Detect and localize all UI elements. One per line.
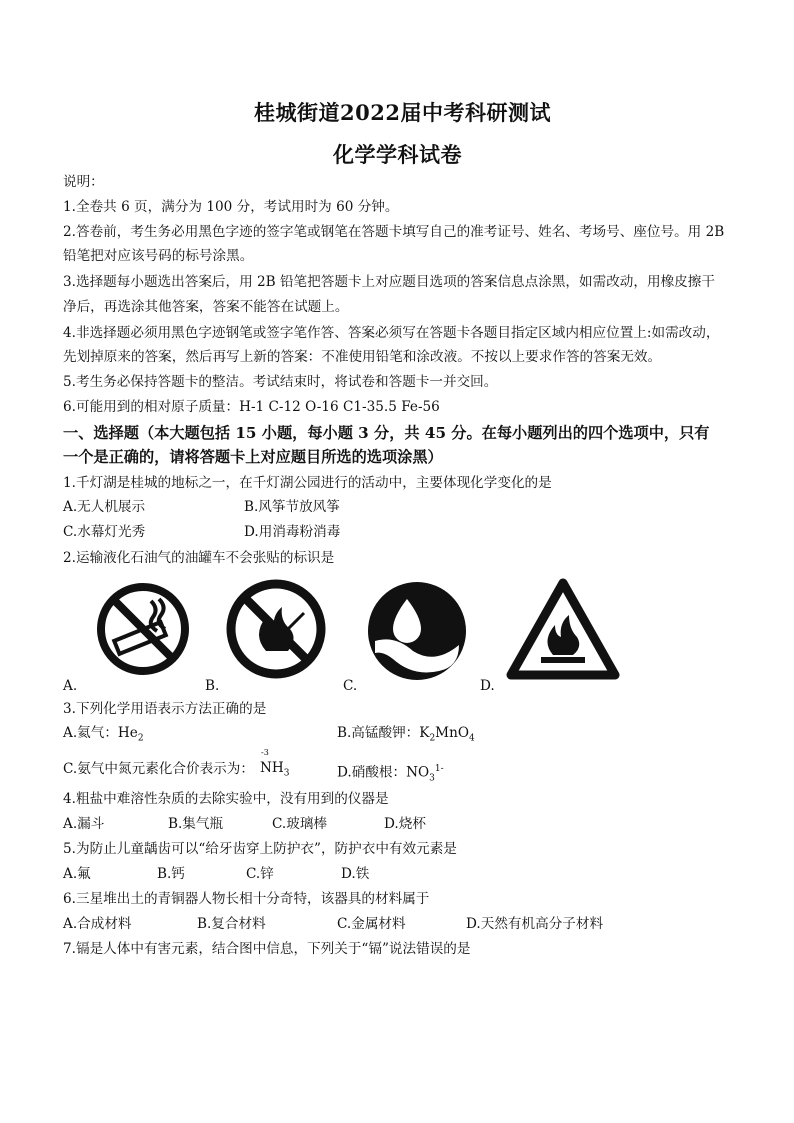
flammable-warning-icon <box>505 575 621 683</box>
question-4-stem: 4.粗盐中难溶性杂质的去除实验中，没有用到的仪器是 <box>63 791 389 807</box>
q2-option-b: B. <box>205 678 220 694</box>
q2-option-c: C. <box>343 678 358 694</box>
water-drop-on-hand-icon <box>367 581 467 681</box>
section-heading: 一、选择题（本大题包括 15 小题，每小题 3 分，共 45 分。在每小题列出的四个选项中，只有 <box>63 424 710 442</box>
q3-option-b <box>337 724 475 748</box>
paper-title: 桂城街道2022届中考科研测试 <box>254 100 551 125</box>
q3-option-d <box>337 760 444 787</box>
instruction-line: 先划掉原来的答案，然后再写上新的答案：不准使用铅笔和涂改液。不按以上要求作答的答案无效。 <box>63 349 662 365</box>
q4-option-d: D.烧杯 <box>384 816 426 832</box>
q3-option-c <box>63 760 254 778</box>
instruction-line: 5.考生务必保持答题卡的整洁。考试结束时，将试卷和答题卡一并交回。 <box>63 374 498 390</box>
instruction-line: 净后，再选涂其他答案，答案不能答在试题上。 <box>63 299 349 315</box>
instruction-line: 2.答卷前，考生务必用黑色字迹的签字笔或钢笔在答题卡填写自己的准考证号、姓名、考场号、座位号。用 2B <box>63 224 725 240</box>
q3-b-sub2: 4 <box>469 733 475 744</box>
q2-option-d: D. <box>480 678 495 694</box>
q3-c-text: C.氨气中氮元素化合价表示为： <box>63 761 254 777</box>
q1-option-c: C.水幕灯光秀 <box>63 524 146 540</box>
q3-d-sup: 1- <box>434 764 444 774</box>
q5-option-d: D.铁 <box>341 866 370 882</box>
section-heading-cont: 一个是正确的，请将答题卡上对应题目所选的选项涂黑） <box>63 448 443 466</box>
q3-c-atom: N <box>260 760 272 776</box>
q4-option-a: A.漏斗 <box>63 816 105 832</box>
q5-option-c: C.锌 <box>246 866 274 882</box>
q6-option-c: C.金属材料 <box>337 916 406 932</box>
q4-option-c: C.玻璃棒 <box>272 816 328 832</box>
q5-option-b: B.钙 <box>157 866 185 882</box>
question-6-stem: 6.三星堆出土的青铜器人物长相十分奇特，该器具的材料属于 <box>63 891 430 907</box>
instruction-line: 6.可能用到的相对原子质量：H-1 C-12 O-16 C1-35.5 Fe-56 <box>63 399 440 415</box>
no-smoking-icon <box>95 581 191 677</box>
instructions-heading: 说明： <box>63 174 104 190</box>
instruction-line: 3.选择题每小题选出答案后，用 2B 铅笔把答题卡上对应题目选项的答案信息点涂黑，如需改动，用橡皮擦干 <box>63 274 715 290</box>
q3-a-text: A.氦气：He <box>63 725 138 741</box>
no-open-flame-icon <box>226 579 326 679</box>
instruction-line: 铅笔把对应该号码的标号涂黑。 <box>63 248 254 264</box>
q3-d-sub: 3 <box>429 773 435 784</box>
q3-b-mid: MnO <box>435 725 469 741</box>
q6-option-d: D.天然有机高分子材料 <box>466 916 604 932</box>
question-2-stem: 2.运输液化石油气的油罐车不会张贴的标识是 <box>63 550 335 566</box>
q3-b-text: B.高锰酸钾：K <box>337 725 430 741</box>
q3-option-a <box>63 724 144 748</box>
q3-d-text: D.硝酸根：NO <box>337 764 430 781</box>
q6-option-a: A.合成材料 <box>63 916 132 932</box>
q1-option-b: B.风筝节放风筝 <box>244 499 340 515</box>
q3-c-sub: 3 <box>283 768 290 779</box>
q1-option-a: A.无人机展示 <box>63 499 146 515</box>
q1-option-d: D.用消毒粉消毒 <box>244 524 341 540</box>
q4-option-b: B.集气瓶 <box>168 816 224 832</box>
instruction-line: 4.非选择题必须用黑色字迹钢笔或签字笔作答、答案必须写在答题卡各题目指定区域内相应位置上:如需改动， <box>63 325 720 341</box>
question-7-stem: 7.镉是人体中有害元素，结合图中信息，下列关于“镉”说法错误的是 <box>63 941 471 957</box>
instruction-line: 1.全卷共 6 页，满分为 100 分，考试用时为 60 分钟。 <box>63 199 399 215</box>
q2-option-a: A. <box>63 678 78 694</box>
q3-c-charge: -3 <box>261 748 269 757</box>
q3-c-formula <box>260 750 290 779</box>
q3-c-h: H <box>271 760 284 776</box>
question-5-stem: 5.为防止儿童龋齿可以“给牙齿穿上防护衣”，防护衣中有效元素是 <box>63 841 457 857</box>
q3-a-sub: 2 <box>137 733 144 744</box>
question-3-stem: 3.下列化学用语表示方法正确的是 <box>63 701 267 717</box>
q5-option-a: A.氟 <box>63 866 91 882</box>
question-1-stem: 1.千灯湖是桂城的地标之一，在千灯湖公园进行的活动中，主要体现化学变化的是 <box>63 475 552 491</box>
paper-subtitle: 化学学科试卷 <box>333 142 462 167</box>
q3-b-sub1: 2 <box>429 733 436 744</box>
q6-option-b: B.复合材料 <box>197 916 266 932</box>
